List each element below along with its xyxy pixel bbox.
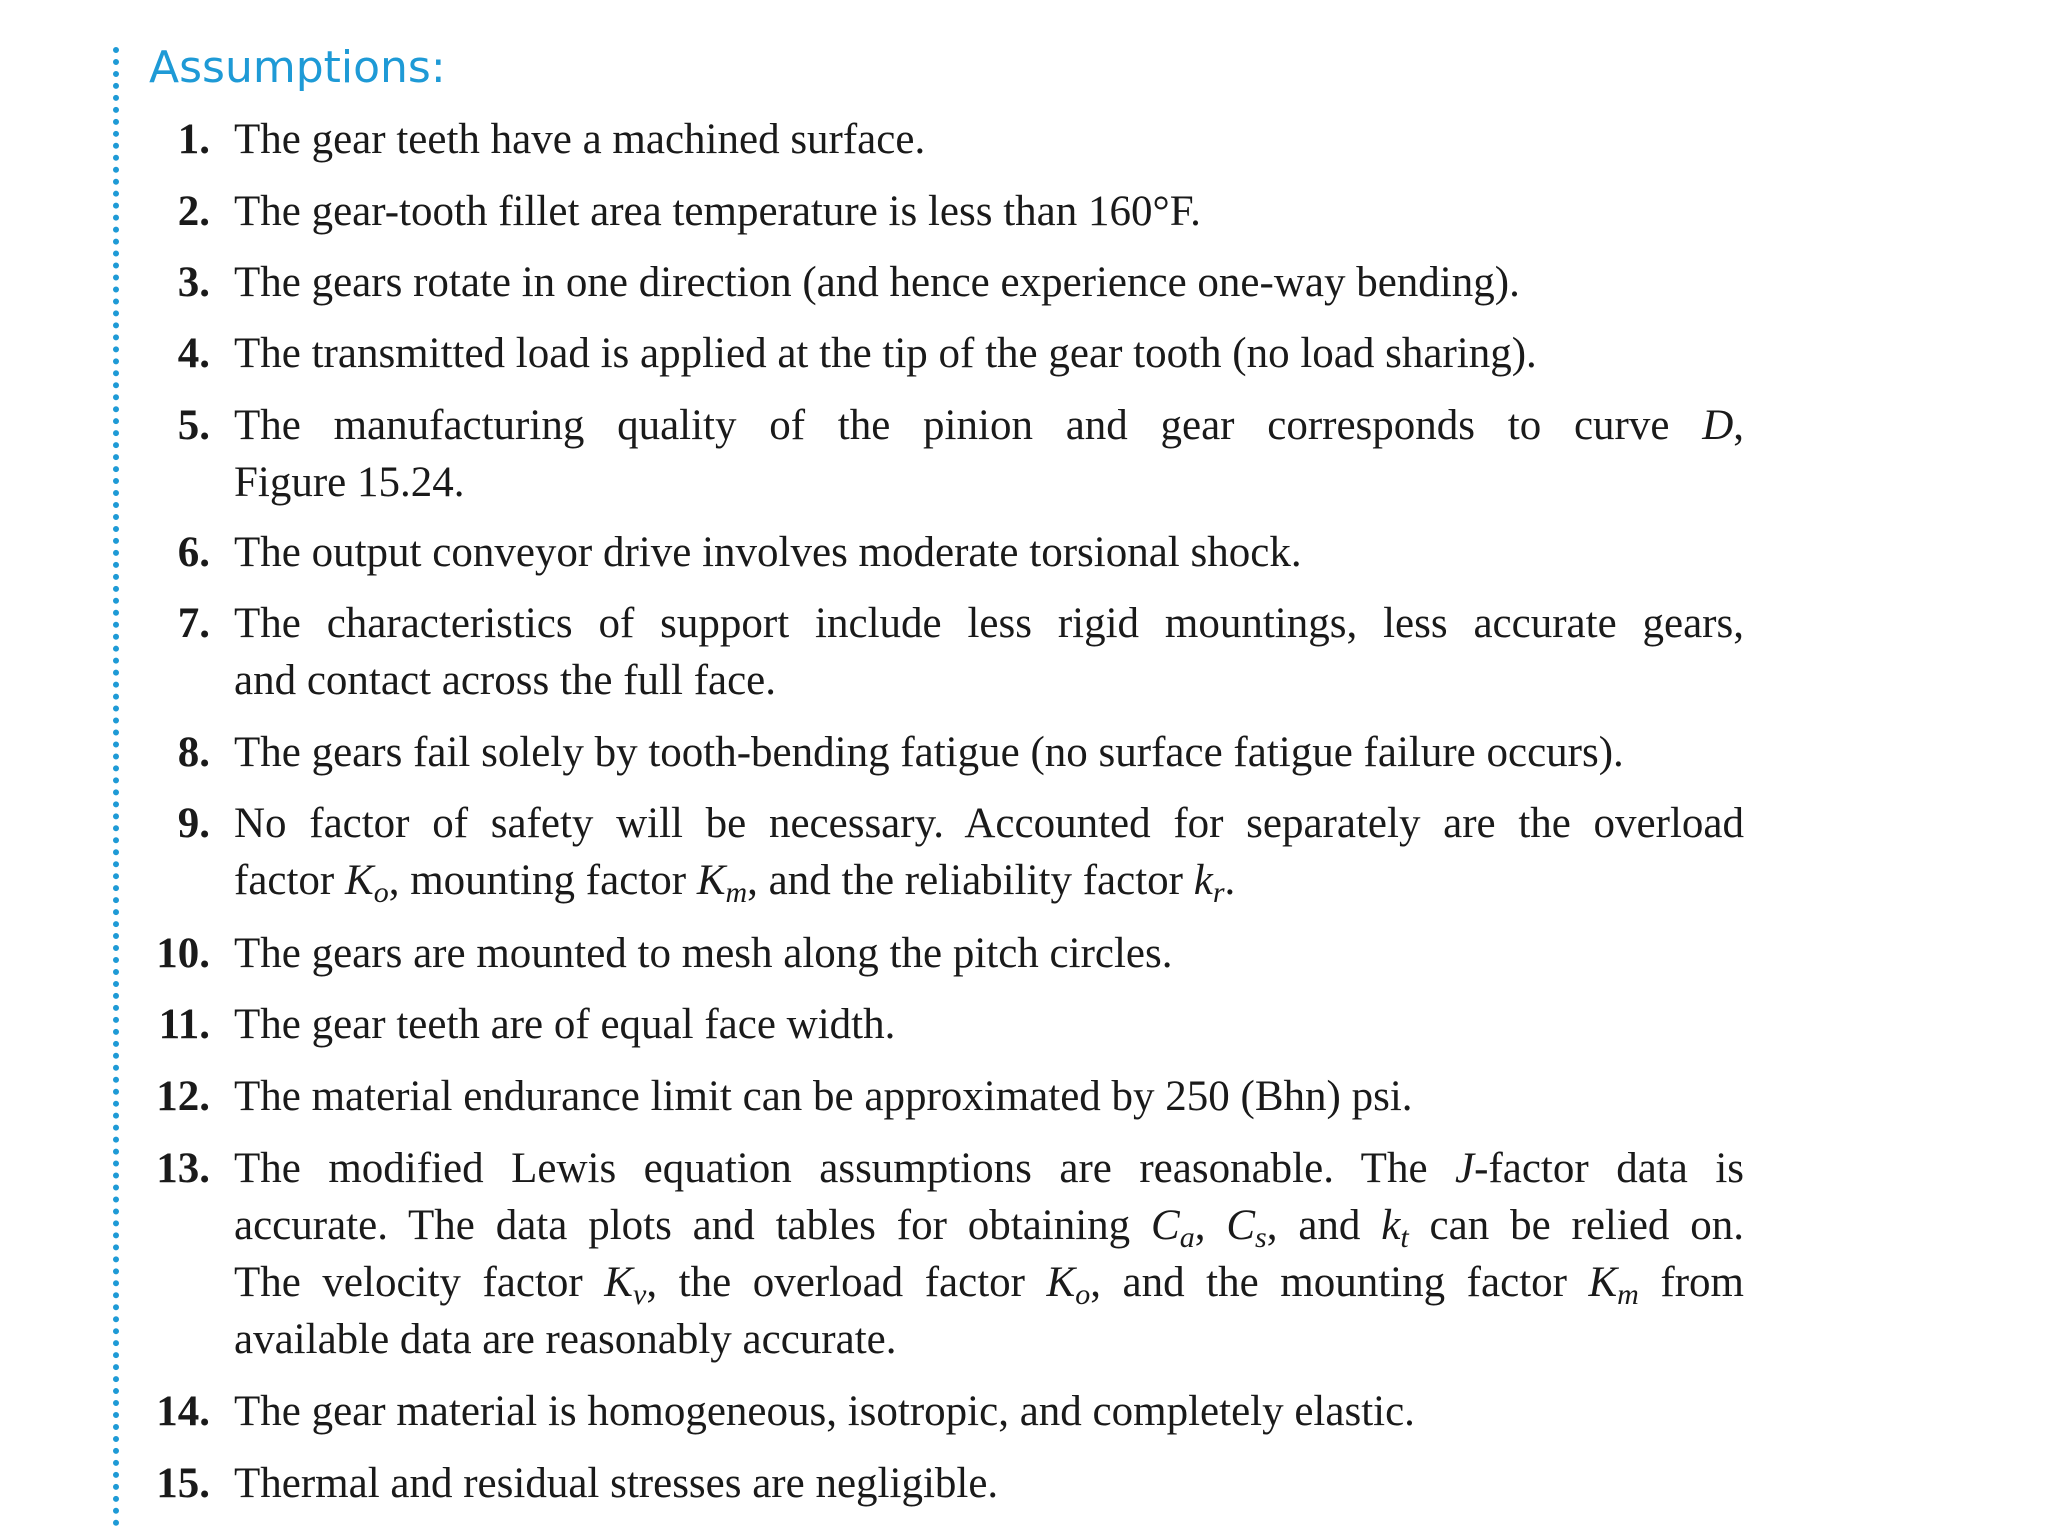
item-text: [234, 183, 1744, 240]
item-line: accurate. The data plots and tables for obtaining $C_a$, $C_s$, and $k_t$ can be relied on.: [234, 1202, 1745, 1254]
item-number: 10.: [156, 930, 210, 977]
item-line: The gear-tooth fillet area temperature is less than 160°F.: [234, 188, 1201, 235]
item-line: No factor of safety will be necessary. Accounted for separately are the overload: [234, 800, 1744, 847]
item-number: 6.: [177, 529, 210, 576]
item-text: [234, 1068, 1744, 1125]
item-text: [234, 925, 1744, 982]
item-text: [234, 524, 1744, 581]
item-number: 8.: [177, 729, 210, 776]
item-line: The velocity factor $K_v$, the overload factor $K_o$, and the mounting factor $K_m$ from: [234, 1259, 1744, 1311]
item-text: [234, 1455, 1744, 1512]
item-line: The gear material is homogeneous, isotropic, and completely elastic.: [234, 1388, 1415, 1435]
item-number: 9.: [177, 800, 210, 847]
item-text: [234, 795, 1744, 909]
item-text: [234, 595, 1744, 709]
item-number: 13.: [156, 1145, 210, 1192]
item-number: 4.: [177, 330, 210, 377]
item-text: [234, 111, 1744, 168]
item-line: The material endurance limit can be approximated by 250 (Bhn) psi.: [234, 1073, 1413, 1120]
item-line: The gears fail solely by tooth-bending fatigue (no surface fatigue failure occurs).: [234, 729, 1624, 776]
item-text: [234, 325, 1744, 382]
item-line: The modified Lewis equation assumptions are reasonable. The J-factor data is: [234, 1145, 1744, 1192]
item-number: 1.: [177, 116, 210, 163]
item-line: and contact across the full face.: [234, 657, 777, 704]
item-number: 11.: [158, 1001, 210, 1048]
item-number: 7.: [177, 600, 210, 647]
assumptions-heading: Assumptions:: [149, 42, 446, 93]
item-line: Thermal and residual stresses are negligible.: [234, 1460, 999, 1507]
item-line: The characteristics of support include less rigid mountings, less accurate gears,: [234, 600, 1744, 647]
item-number: 2.: [177, 188, 210, 235]
item-line: The transmitted load is applied at the tip of the gear tooth (no load sharing).: [234, 330, 1537, 377]
item-text: [234, 724, 1744, 781]
item-number: 14.: [156, 1388, 210, 1435]
item-line: The manufacturing quality of the pinion and gear corresponds to curve D,: [234, 402, 1744, 449]
item-text: [234, 1383, 1744, 1440]
item-line: The gears are mounted to mesh along the pitch circles.: [234, 930, 1173, 977]
item-number: 3.: [177, 259, 210, 306]
item-text: [234, 397, 1744, 511]
item-line: The output conveyor drive involves moderate torsional shock.: [234, 529, 1302, 576]
item-number: 5.: [177, 402, 210, 449]
item-text: [234, 996, 1744, 1053]
item-line: The gear teeth are of equal face width.: [234, 1001, 896, 1048]
item-text: [234, 1140, 1744, 1368]
item-number: 12.: [156, 1073, 210, 1120]
item-line: factor $K_o$, mounting factor $K_m$, and the reliability factor $k_r$.: [234, 857, 1236, 909]
item-line: The gears rotate in one direction (and hence experience one-way bending).: [234, 259, 1520, 306]
item-line: The gear teeth have a machined surface.: [234, 116, 926, 163]
item-line: available data are reasonably accurate.: [234, 1316, 897, 1363]
item-text: [234, 254, 1744, 311]
item-number: 15.: [156, 1460, 210, 1507]
item-line: Figure 15.24.: [234, 459, 465, 506]
